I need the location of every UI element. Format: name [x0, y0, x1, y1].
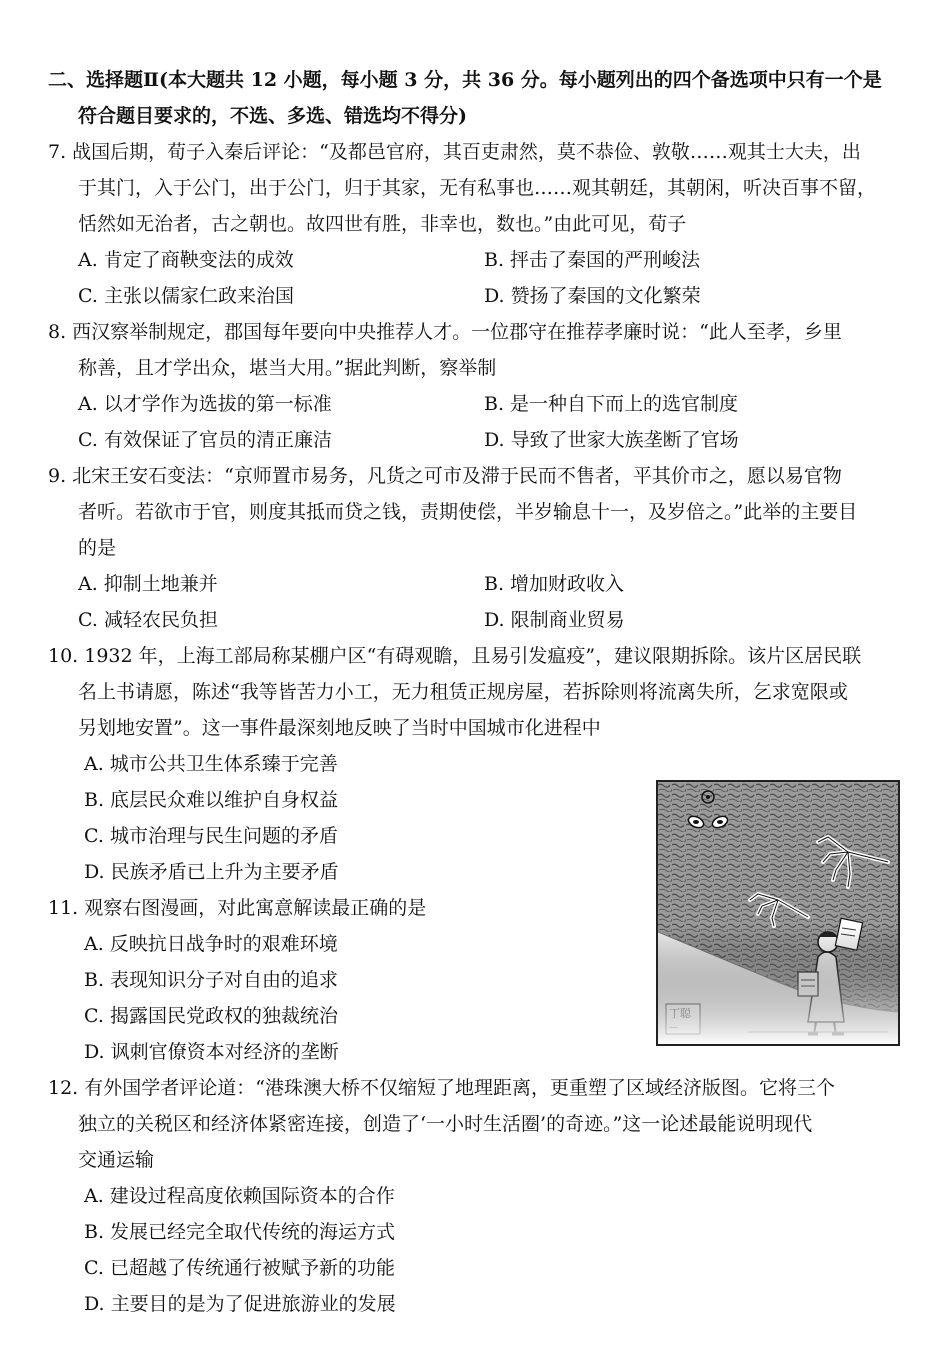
- q7-option-a: A. 肯定了商鞅变法的成效: [78, 249, 294, 271]
- q8-stem-line-1: 8. 西汉察举制规定，郡国每年要向中央推荐人才。一位郡守在推荐孝廉时说：“此人至孝，乡里: [48, 321, 842, 343]
- q7-stem-line-3: 恬然如无治者，古之朝也。故四世有胜，非幸也，数也。”由此可见，荀子: [78, 213, 687, 235]
- q11-option-b: B. 表现知识分子对自由的追求: [84, 969, 339, 991]
- q7-option-d: D. 赞扬了秦国的文化繁荣: [484, 285, 701, 307]
- q8-stem-line-2: 称善，且才学出众，堪当大用。”据此判断，察举制: [78, 357, 497, 379]
- q8-option-a: A. 以才学作为选拔的第一标准: [78, 393, 332, 415]
- q12-option-a: A. 建设过程高度依赖国际资本的合作: [84, 1185, 395, 1207]
- q9-option-a: A. 抑制土地兼并: [78, 573, 218, 595]
- section-header: [48, 62, 908, 134]
- q9-option-d: D. 限制商业贸易: [484, 609, 625, 631]
- q11-option-a: A. 反映抗日战争时的艰难环境: [84, 933, 338, 955]
- q12-stem-line-3: 交通运输: [78, 1149, 155, 1171]
- q10-option-d: D. 民族矛盾已上升为主要矛盾: [84, 861, 339, 883]
- q8-option-c: C. 有效保证了官员的清正廉洁: [78, 429, 332, 451]
- q10-option-a: A. 城市公共卫生体系臻于完善: [84, 753, 338, 775]
- q10-stem-line-2: 名上书请愿，陈述“我等皆苦力小工，无力租赁正规房屋，若拆除则将流离失所，乞求宽限或: [78, 681, 848, 703]
- q8-option-d: D. 导致了世家大族垄断了官场: [484, 429, 739, 451]
- q10-stem-line-1: 10. 1932 年，上海工部局称某棚户区“有碍观瞻，且易引发瘟疫”，建议限期拆除。该片区居民联: [48, 645, 862, 667]
- cartoon-drawing: [658, 782, 898, 1044]
- q12-stem-line-2: 独立的关税区和经济体紧密连接，创造了‘一小时生活圈’的奇迹。”这一论述最能说明现代: [78, 1113, 813, 1135]
- q9-option-b: B. 增加财政收入: [484, 573, 625, 595]
- q11-stem: 11. 观察右图漫画，对此寓意解读最正确的是: [48, 897, 427, 919]
- q7-stem-line-2: 于其门，入于公门，出于公门，归于其家，无有私事也……观其朝廷，其朝闲，听决百事不留，: [78, 177, 877, 199]
- cartoon-illustration: [656, 780, 900, 1046]
- section-header-line-1: 二、选择题Ⅱ(本大题共 12 小题，每小题 3 分，共 36 分。每小题列出的四个备选项中只有一个是: [48, 69, 882, 91]
- q10-option-b: B. 底层民众难以维护自身权益: [84, 789, 339, 811]
- q11-option-d: D. 讽刺官僚资本对经济的垄断: [84, 1041, 339, 1063]
- q12-option-d: D. 主要目的是为了促进旅游业的发展: [84, 1293, 396, 1315]
- q7-stem-line-1: 7. 战国后期，荀子入秦后评论：“及都邑官府，其百吏肃然，莫不恭俭、敦敬……观其士大夫，出: [48, 141, 861, 163]
- q10-option-c: C. 城市治理与民生问题的矛盾: [84, 825, 338, 847]
- q9-stem-line-3: 的是: [78, 537, 117, 559]
- q8-option-b: B. 是一种自下而上的选官制度: [484, 393, 739, 415]
- section-header-line-2: 符合题目要求的，不选、多选、错选均不得分): [78, 105, 467, 127]
- q12-stem-line-1: 12. 有外国学者评论道：“港珠澳大桥不仅缩短了地理距离，更重塑了区域经济版图。它将三个: [48, 1077, 835, 1099]
- q9-stem-line-2: 者听。若欲市于官，则度其抵而贷之钱，责期使偿，半岁输息十一，及岁倍之。”此举的主要目: [78, 501, 858, 523]
- q10-stem-line-3: 另划地安置”。这一事件最深刻地反映了当时中国城市化进程中: [78, 717, 601, 739]
- q12-option-c: C. 已超越了传统通行被赋予新的功能: [84, 1257, 395, 1279]
- q7-option-c: C. 主张以儒家仁政来治国: [78, 285, 294, 307]
- q11-option-c: C. 揭露国民党政权的独裁统治: [84, 1005, 338, 1027]
- q12-option-b: B. 发展已经完全取代传统的海运方式: [84, 1221, 396, 1243]
- q9-option-c: C. 减轻农民负担: [78, 609, 218, 631]
- q7-option-b: B. 抨击了秦国的严刑峻法: [484, 249, 701, 271]
- q9-stem-line-1: 9. 北宋王安石变法：“京师置市易务，凡货之可市及滞于民而不售者，平其价市之，愿以易官物: [48, 465, 842, 487]
